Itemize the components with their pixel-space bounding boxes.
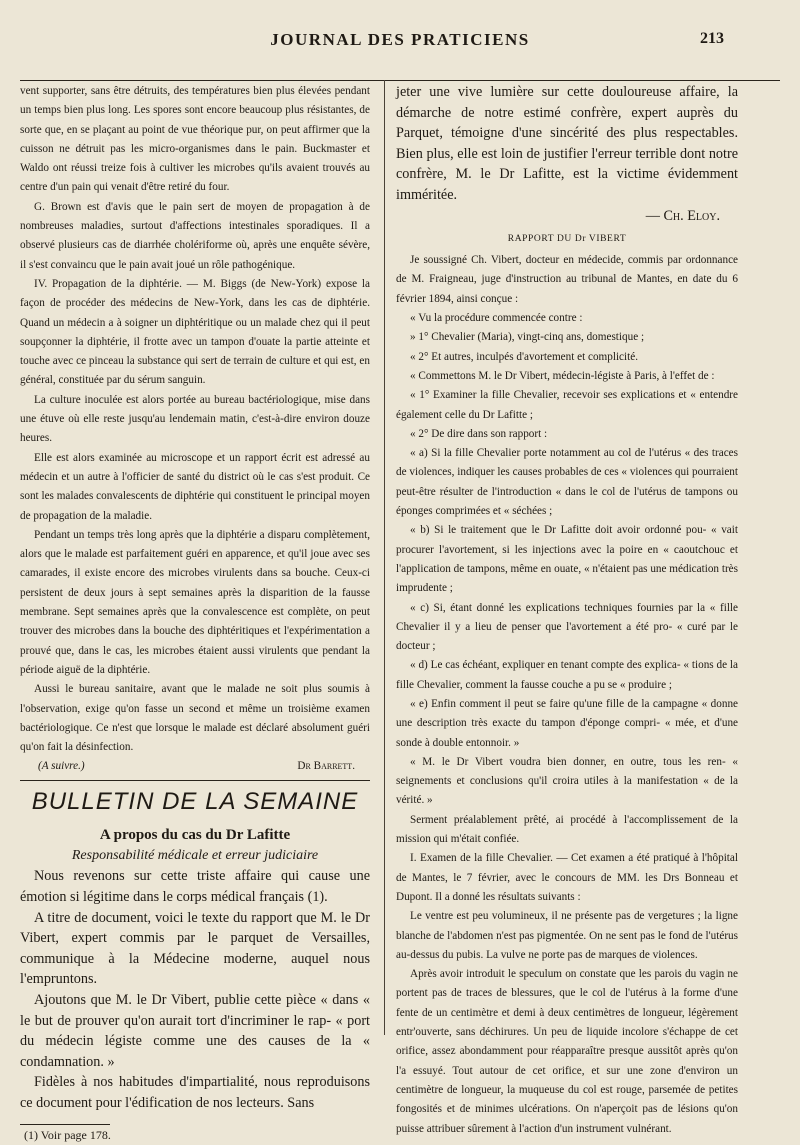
paragraph: I. Examen de la fille Chevalier. — Cet examen a été pratiqué à l'hôpital de Mantes, le 7 février, avec le concours de MM. les Drs Bonneau et Dupont. Il a donné les résultats suivants :: [396, 852, 738, 903]
page-header: [20, 30, 780, 58]
paragraph: « M. le Dr Vibert voudra bien donner, en outre, tous les ren- « seignements et conclusions qu'il croira utiles à la manifestation « de la vérité. »: [396, 755, 738, 807]
paragraph: » 1° Chevalier (Maria), vingt-cinq ans, domestique ;: [410, 331, 645, 344]
paragraph: Nous revenons sur cette triste affaire qui cause une émotion si légitime dans le corps médical français (1).: [20, 868, 370, 905]
paragraph: « 2° Et autres, inculpés d'avortement et complicité.: [410, 350, 638, 363]
paragraph: « Commettons M. le Dr Vibert, médecin-légiste à Paris, à l'effet de :: [410, 369, 715, 382]
paragraph: Aussi le bureau sanitaire, avant que le malade ne soit plus soumis à l'observation, exige qu'on fasse un second et même un troisième examen bactériologique. Ce n'est que lorsque le malade est déclaré absolument guéri qu'on fait la désinfection.: [20, 683, 370, 754]
footnote: (1) Voir page 178.: [24, 1127, 111, 1142]
article-end: [20, 757, 370, 776]
report-title: RAPPORT DU Dr VIBERT: [507, 234, 627, 245]
paragraph: jeter une vive lumière sur cette douloureuse affaire, la démarche de notre estimé confrère, expert auprès du Parquet, témoigne d'une sincérité des plus respectables. Bien plus, elle est loin de justifier l'erreur terrible dont notre confrère, M. le Dr Lafitte, est la victime évidemment imméritée.: [396, 84, 738, 203]
article-title: A propos du cas du Dr Lafitte: [99, 827, 291, 844]
paragraph: Après avoir introduit le speculum on constate que les parois du vagin ne portent pas de traces de blessures, que le col de l'utérus à la forme d'une fente de un centimètre et demi à deux centimètres de longueur, légèrement entr'ouverte, sans déchirures. Un peu de liquide incolore s'échappe de cet orifice, assez abondamment pour réapparaître presque aussitôt après qu'on l'a essuyé. Tout autour de cet orifice, et sur une zone d'environ un centimètre de longueur, la muqueuse du col est rouge, parsemée de petites fongosités et de minimes ulcérations. On n'aperçoit pas de lésions qu'on puisse attribuer sûrement à l'action d'un instrument vulnérant.: [396, 968, 738, 1135]
paragraph: « a) Si la fille Chevalier porte notamment au col de l'utérus « des traces de violences, indiquer les causes probables de ces « violences qui pourraient peut-être résulter de l'introduction « dans le col de l'utérus de tampons ou éponges comprimées et « séchées ;: [396, 447, 738, 518]
paragraph: G. Brown est d'avis que le pain sert de moyen de propagation à de nombreuses maladies, surtout d'affections intestinales sporadiques. Il a observé plusieurs cas de diarrhée cholériforme où, après une enquête sévère, il s'est convaincu que le pain avait joué un rôle pathogénique.: [20, 200, 370, 271]
right-column: [396, 82, 738, 1139]
paragraph: vent supporter, sans être détruits, des températures bien plus élevées pendant un temps bien plus long. Les spores sont encore beaucoup plus résistantes, de sorte que, en se plaçant au point de vue théorique pur, on peut affirmer que la cuisson ne détruit pas les micro-organismes dans le pain. Buckmaster et Waldo ont réussi treize fois à cultiver les microbes qu'ils avaient trouvés au centre d'un pain qui venait d'être retiré du four.: [20, 85, 370, 194]
paragraph: « e) Enfin comment il peut se faire qu'une fille de la campagne « donne une description très exacte du tampon d'éponge compri- « mée, et d'une sonde à double entonnoir. »: [396, 697, 738, 749]
paragraph: « b) Si le traitement que le Dr Lafitte doit avoir ordonné pou- « vait procurer l'avortement, si les injections avec la poire en « caoutchouc et l'application de tampons, même en ouate, « n'étaient pas une médication très imprudente ;: [396, 524, 738, 595]
paragraph: Je soussigné Ch. Vibert, docteur en médecide, commis par ordonnance de M. Fraigneau, juge d'instruction au tribunal de Mantes, en date du 6 février 1894, ainsi conçue :: [396, 254, 738, 305]
section-rule: [20, 780, 370, 781]
paragraph: « 2° De dire dans son rapport :: [410, 427, 548, 440]
paragraph: IV. Propagation de la diphtérie. — M. Biggs (de New-York) expose la façon de procéder des médecins de New-York, dans les cas de diphtérie. Quand un médecin a à soigner un diphtéritique ou un malade chez qui il peut soupçonner la diphtérie, il frotte avec un tampon d'ouate la partie atteinte et touche avec ce pinceau la substance qui sert de terrain de culture et qui est, en général, constituée par du sérum sanguin.: [20, 277, 370, 387]
paragraph: Fidèles à nos habitudes d'impartialité, nous reproduisons ce document pour l'édification de nos lecteurs. Sans: [20, 1074, 370, 1111]
section-title: BULLETIN DE LA SEMAINE: [31, 788, 359, 816]
left-column: [20, 82, 370, 1145]
paragraph: Elle est alors examinée au microscope et un rapport écrit est adressé au médecin et un autre à l'officier de santé du district où le cas s'est produit. Ce sont les malades convalescents de diphtérie qui constituent le principal moyen de propagation de la maladie.: [20, 451, 370, 522]
paragraph: Le ventre est peu volumineux, il ne présente pas de vergetures ; la ligne blanche de l'abdomen n'est pas pigmentée. On ne sent pas le fond de l'utérus au-dessus du pubis. La vulve ne porte pas de marques de violences.: [396, 910, 738, 961]
paragraph: « d) Le cas échéant, expliquer en tenant compte des explica- « tions de la fille Chevalier, comment la fausse couche a pu se « produire ;: [396, 659, 738, 691]
column-divider: [384, 80, 385, 1035]
intro-signature: — Ch. Eloy.: [645, 207, 720, 224]
paragraph: La culture inoculée est alors portée au bureau bactériologique, mise dans une étuve où elle reste jusqu'au lendemain matin, c'est-à-dire environ douze heures.: [20, 393, 370, 445]
paragraph: « Vu la procédure commencée contre :: [410, 312, 583, 325]
paragraph: « c) Si, étant donné les explications techniques fournies par la « fille Chevalier il y a lieu de penser que l'avortement a été pro- « curé par le docteur ;: [396, 601, 738, 653]
article-subtitle: Responsabilité médicale et erreur judiciaire: [71, 848, 319, 864]
page-number: 213: [700, 30, 724, 47]
paragraph: Pendant un temps très long après que la diphtérie a disparu complètement, alors que le malade est parfaitement guéri en apparence, et qu'il joue avec ses camarades, il existe encore des microbes virulents dans sa bouche. Ceux-ci persistent de deux jours à sept semaines après la disparition de la fausse membrane. Sept semaines après que la convalescence est complète, on peut trouver des microbes dans la bouche des diphtéritiques et l'expérimentation a prouvé que, dans le cas, les microbes étaient aussi virulents que pendant la période aiguë de la diphtérie.: [20, 528, 370, 676]
to-be-continued: (A suivre.): [38, 760, 85, 773]
author-signature: Dr Barrett.: [297, 760, 355, 773]
paragraph: A titre de document, voici le texte du rapport que M. le Dr Vibert, expert commis par le parquet de Versailles, communique à la Médecine moderne, auquel nous l'empruntons.: [20, 909, 370, 988]
paragraph: Ajoutons que M. le Dr Vibert, publie cette pièce « dans « le but de prouver qu'on aurait tort d'incriminer le rap- « port du médecin légiste comme une des causes de la « condamnation. »: [20, 991, 370, 1070]
paragraph: « 1° Examiner la fille Chevalier, recevoir ses explications et « entendre également celle du Dr Lafitte ;: [396, 389, 738, 421]
header-rule: [20, 80, 780, 81]
paragraph: Serment préalablement prêté, ai procédé à l'accomplissement de la mission qui m'était confiée.: [396, 813, 738, 846]
journal-title: JOURNAL DES PRATICIENS: [270, 30, 530, 49]
